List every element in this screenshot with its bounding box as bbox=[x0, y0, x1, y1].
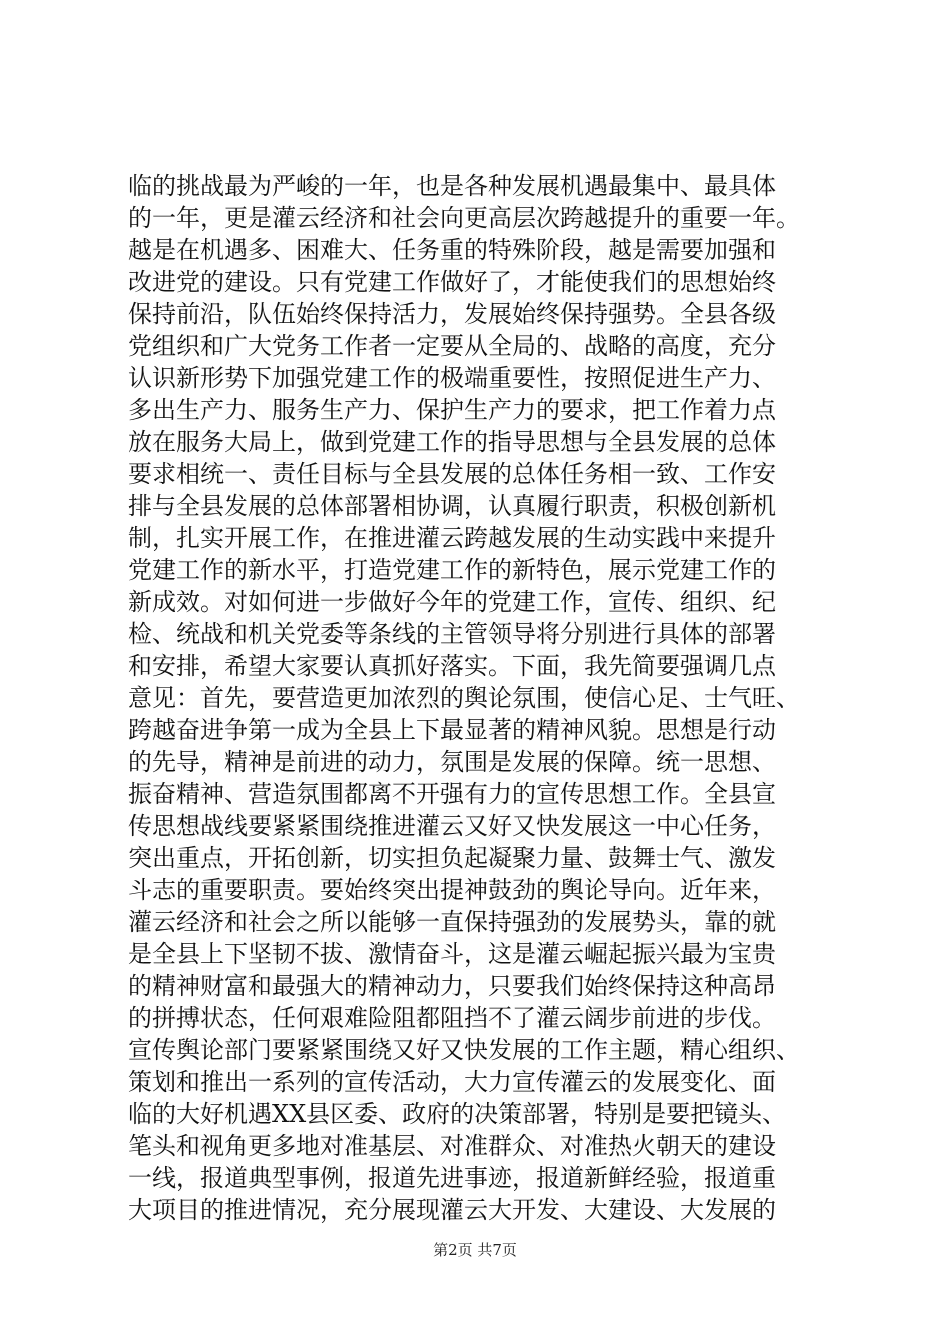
text-line: 振奋精神、营造氛围都离不开强有力的宣传思想工作。全县宣 bbox=[128, 780, 776, 808]
page-footer: 第2页 共7页 bbox=[433, 1241, 517, 1259]
text-line: 意见：首先，要营造更加浓烈的舆论氛围，使信心足、士气旺、 bbox=[128, 684, 800, 712]
text-line: 传思想战线要紧紧围绕推进灌云又好又快发展这一中心任务， bbox=[128, 812, 776, 840]
text-line: 党建工作的新水平，打造党建工作的新特色，展示党建工作的 bbox=[128, 556, 776, 584]
text-line: 灌云经济和社会之所以能够一直保持强劲的发展势头，靠的就 bbox=[128, 908, 776, 936]
text-line: 临的挑战最为严峻的一年，也是各种发展机遇最集中、最具体 bbox=[128, 172, 776, 200]
text-line: 的拼搏状态，任何艰难险阻都阻挡不了灌云阔步前进的步伐。 bbox=[128, 1004, 776, 1032]
text-line: 排与全县发展的总体部署相协调，认真履行职责，积极创新机 bbox=[128, 492, 776, 520]
body-paragraph bbox=[128, 170, 848, 1226]
text-line: 笔头和视角更多地对准基层、对准群众、对准热火朝天的建设 bbox=[128, 1132, 776, 1160]
text-line: 一线，报道典型事例，报道先进事迹，报道新鲜经验，报道重 bbox=[128, 1164, 776, 1192]
text-line: 的先导，精神是前进的动力，氛围是发展的保障。统一思想、 bbox=[128, 748, 776, 776]
text-line: 跨越奋进争第一成为全县上下最显著的精神风貌。思想是行动 bbox=[128, 716, 776, 744]
text-line: 和安排，希望大家要认真抓好落实。下面，我先简要强调几点 bbox=[128, 652, 776, 680]
text-line: 越是在机遇多、困难大、任务重的特殊阶段，越是需要加强和 bbox=[128, 236, 776, 264]
text-line: 的一年，更是灌云经济和社会向更高层次跨越提升的重要一年。 bbox=[128, 204, 800, 232]
text-line: 改进党的建设。只有党建工作做好了，才能使我们的思想始终 bbox=[128, 268, 776, 296]
text-line: 新成效。对如何进一步做好今年的党建工作，宣传、组织、纪 bbox=[128, 588, 776, 616]
text-line: 的精神财富和最强大的精神动力，只要我们始终保持这种高昂 bbox=[128, 972, 776, 1000]
text-line: 制，扎实开展工作，在推进灌云跨越发展的生动实践中来提升 bbox=[128, 524, 776, 552]
text-line: 检、统战和机关党委等条线的主管领导将分别进行具体的部署 bbox=[128, 620, 776, 648]
text-line: 认识新形势下加强党建工作的极端重要性，按照促进生产力、 bbox=[128, 364, 776, 392]
text-line: 多出生产力、服务生产力、保护生产力的要求，把工作着力点 bbox=[128, 396, 776, 424]
text-line: 大项目的推进情况，充分展现灌云大开发、大建设、大发展的 bbox=[128, 1196, 776, 1224]
text-line: 斗志的重要职责。要始终突出提神鼓劲的舆论导向。近年来， bbox=[128, 876, 776, 904]
text-line: 宣传舆论部门要紧紧围绕又好又快发展的工作主题，精心组织、 bbox=[128, 1036, 800, 1064]
text-line: 党组织和广大党务工作者一定要从全局的、战略的高度，充分 bbox=[128, 332, 776, 360]
text-line: 保持前沿，队伍始终保持活力，发展始终保持强势。全县各级 bbox=[128, 300, 776, 328]
text-line: 临的大好机遇XX县区委、政府的决策部署，特别是要把镜头、 bbox=[128, 1100, 787, 1128]
text-line: 放在服务大局上，做到党建工作的指导思想与全县发展的总体 bbox=[128, 428, 776, 456]
text-line: 是全县上下坚韧不拔、激情奋斗，这是灌云崛起振兴最为宝贵 bbox=[128, 940, 776, 968]
text-line: 突出重点，开拓创新，切实担负起凝聚力量、鼓舞士气、激发 bbox=[128, 844, 776, 872]
text-line: 策划和推出一系列的宣传活动，大力宣传灌云的发展变化、面 bbox=[128, 1068, 776, 1096]
text-line: 要求相统一、责任目标与全县发展的总体任务相一致、工作安 bbox=[128, 460, 776, 488]
